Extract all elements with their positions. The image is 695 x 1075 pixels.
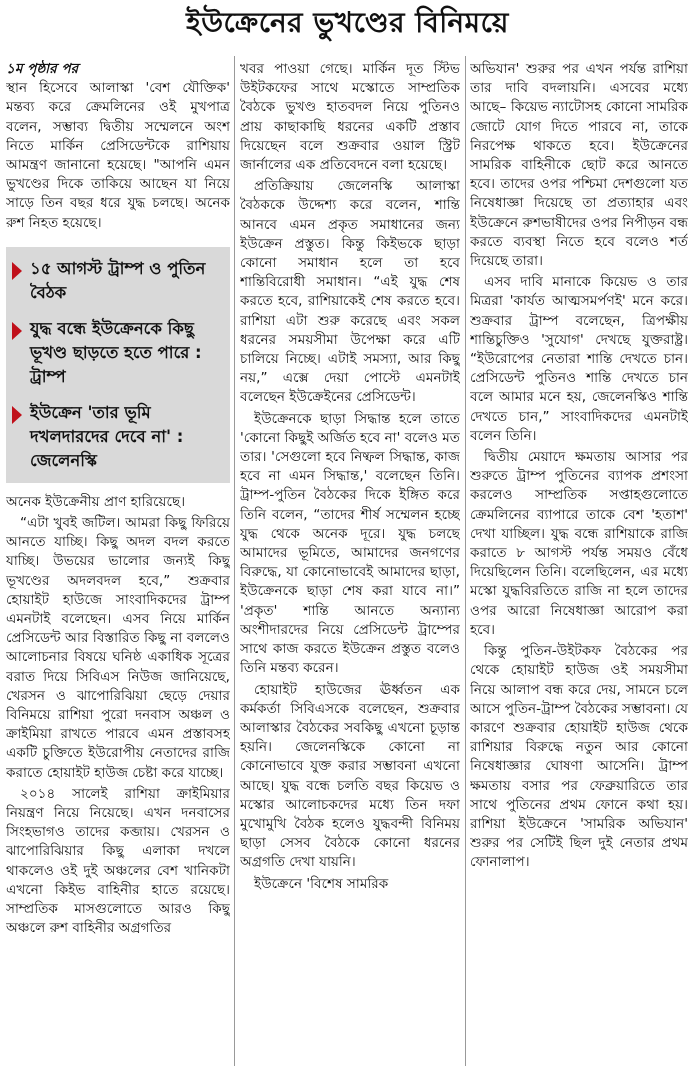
highlights-box [6, 247, 230, 483]
headline: ইউক্রেনের ভুখণ্ডের বিনিময়ে [186, 6, 509, 39]
paragraph: ২০১৪ সালেই রাশিয়া ক্রাইমিয়ার নিয়ন্ত্রণ নিয়ে নিয়েছে। এখন দনবাসের সিংহভাগও তাদের কব্জায়। খেরসন ও ঝাপোরিঝিয়ার কিছু এলাকা দখলে থাকলেও ওই দুই অঞ্চলের বেশ খানিকটা এখনো কিইভ বাহিনীর হাতে রয়েছে। সাম্প্রতিক মাসগুলোতে আরও কিছু অঞ্চলে রুশ বাহিনীর অগ্রগতির [6, 785, 230, 937]
column-divider [465, 56, 466, 1066]
red-triangle-icon [12, 322, 22, 340]
paragraph: প্রতিক্রিয়ায় জেলেনস্কি আলাস্কা বৈঠককে উদ্দেশ্য করে বলেন, শান্তি আনবে এমন প্রকৃত সমাধানের জন্য ইউক্রেন প্রস্তুত। কিন্তু কিইভকে ছাড়া কোনো সমাধান হলে তা হবে শান্তিবিরোধী সমাধান। “এই যুদ্ধ শেষ করতে হবে, রাশিয়াকেই শেষ করতে হবে। রাশিয়া এটা শুরু করেছে এবং সকল ধরনের সময়সীমা উপেক্ষা করে এটি চালিয়ে নিচ্ছে। এটাই সমস্যা, আর কিছু নয়,” এক্সে দেয়া পোস্টে এমনটাই বলেছেন ইউক্রেইনের প্রেসিডেন্ট। [240, 178, 460, 406]
paragraph: “এটা খুবই জটিল। আমরা কিছু ফিরিয়ে আনতে যাচ্ছি। কিছু অদল বদল করতে যাচ্ছি। উভয়ের ভালোর জন্যই কিছু ভূখণ্ডের অদলবদল হবে,” শুক্রবার হোয়াইট হাউজে সাংবাদিকদের ট্রাম্প এমনটাই বলেছেন। এসব নিয়ে মার্কিন প্রেসিডেন্ট আর বিস্তারিত কিছু না বললেও আলোচনার বিষয়ে ঘনিষ্ঠ একাধিক সূত্রের বরাত দিয়ে সিবিএস নিউজ জানিয়েছে, খেরসন ও ঝাপোরিঝিয়া ছেড়ে দেয়ার বিনিময়ে রাশিয়া পুরো দনবাস অঞ্চল ও ক্রাইমিয়া রাখতে পারবে এমন প্রস্তাবসহ একটি চুক্তিতে ইউরোপীয় নেতাদের রাজি করাতে হোয়াইট হাউজ চেষ্টা করে যাচ্ছে। [6, 515, 230, 781]
paragraph: অভিযান' শুরুর পর এখন পর্যন্ত রাশিয়া তার দাবি বদলায়নি। এসবের মধ্যে আছে– কিয়েভ ন্যাটোসহ কোনো সামরিক জোটে যোগ দিতে পারবে না, তাকে নিরপেক্ষ থাকতে হবে। ইউক্রেনের সামরিক বাহিনীকে ছোট করে আনতে হবে। তাদের ওপর পশ্চিমা দেশগুলো যত নিষেধাজ্ঞা দিয়েছে তা প্রত্যাহার এবং ইউক্রেনে রুশভাষীদের ওপর নিপীড়ন বন্ধ করতে ব্যবস্থা নিতে হবে বলেও শর্ত দিয়েছে তারা। [470, 61, 688, 270]
column-divider [234, 56, 235, 1066]
highlight-text: ইউক্রেন 'তার ভূমি দখলদারদের দেবে না' : জেলেনস্কি [30, 402, 184, 470]
paragraph: স্থান হিসেবে আলাস্কা 'বেশ যৌক্তিক' মন্তব্য করে ক্রেমলিনের ওই মুখপাত্র বলেন, সম্ভাব্য দ্বিতীয় সম্মেলনে অংশ নিতে মার্কিন প্রেসিডেন্টকে রাশিয়ায় আমন্ত্রণ জানানো হয়েছে। "আপনি এমন ভুখণ্ডের দিকে তাকিয়ে আছেন যা নিয়ে সাড়ে তিন বছর ধরে যুদ্ধ চলছে। অনেক রুশ নিহত হয়েছে। [6, 80, 230, 231]
column-1 [6, 60, 230, 1070]
highlight-item [12, 257, 222, 305]
paragraph: হোয়াইট হাউজের ঊর্ধ্বতন এক কর্মকর্তা সিবিএসকে বলেছেন, শুক্রবার আলাস্কার বৈঠকের সবকিছু এখনো চূড়ান্ত হয়নি। জেলেনস্কিকে কোনো না কোনোভাবে যুক্ত করার সম্ভাবনা এখনো আছে। যুদ্ধ বন্ধে চলতি বছর কিয়েভ ও মস্কোর আলোচকদের মধ্যে তিন দফা মুখোমুখি বৈঠক হলেও যুদ্ধবন্দী বিনিময় ছাড়া সেসব বৈঠকে কোনো ধরনের অগ্রগতি দেখা যায়নি। [240, 681, 460, 871]
highlight-item [12, 401, 222, 473]
jump-line: ১ম পৃষ্ঠার পর [6, 61, 79, 77]
paragraph: খবর পাওয়া গেছে। মার্কিন দূত স্টিভ উইটকফের সাথে মস্কোতে সাম্প্রতিক বৈঠকে ভুখণ্ড হাতবদল নিয়ে পুতিনও প্রায় কাছাকাছি ধরনের একটি প্রস্তাব দিয়েছেন বলে শুক্রবার ওয়াল স্ট্রিট জার্নালের এক প্রতিবেদনে বলা হয়েছে। [240, 61, 460, 174]
paragraph: অনেক ইউক্রেনীয় প্রাণ হারিয়েছে। [6, 493, 186, 510]
paragraph: ইউক্রেনকে ছাড়া সিদ্ধান্ত হলে তাতে 'কোনো কিছুই অর্জিত হবে না' বলেও মত তার। 'সেগুলো হবে নিষ্ফল সিদ্ধান্ত, কাজ হবে না এমন সিদ্ধান্ত,' বলেছেন তিনি। ট্রাম্প-পুতিন বৈঠকের দিকে ইঙ্গিত করে তিনি বলেন, “তাদের শীর্ষ সম্মেলন হচ্ছে যুদ্ধ থেকে অনেক দূরে। যুদ্ধ চলছে আমাদের ভূমিতে, আমাদের জনগণের বিরুদ্ধে, যা কোনোভাবেই আমাদের ছাড়া, ইউক্রেনকে ছাড়া শেষ করা যাবে না।” 'প্রকৃত' শান্তি আনতে অন্যান্য অংশীদারদের নিয়ে প্রেসিডেন্ট ট্রাম্পের সাথে কাজ করতে ইউক্রেন প্রস্তুত বলেও তিনি মন্তব্য করেন। [240, 410, 460, 677]
column-2 [240, 60, 460, 1070]
red-triangle-icon [12, 262, 22, 280]
column-3 [470, 60, 688, 1070]
highlight-item [12, 317, 222, 389]
continued-text [6, 60, 230, 233]
red-triangle-icon [12, 406, 22, 424]
paragraph: কিন্তু পুতিন-উইটকফ বৈঠকের পর থেকে হোয়াইট হাউজ ওই সময়সীমা নিয়ে আলাপ বন্ধ করে দেয়, সামনে চলে আসে পুতিন-ট্রাম্প বৈঠকের সম্ভাবনা। যে কারণে শুক্রবার হোয়াইট হাউজ থেকে রাশিয়ার বিরুদ্ধে নতুন আর কোনো নিষেধাজ্ঞার ঘোষণা আসেনি। ট্রাম্প ক্ষমতায় বসার পর ফেব্রুয়ারিতে তার সাথে পুতিনের প্রথম ফোনে কথা হয়। রাশিয়া ইউক্রেনে 'সামরিক অভিযান' শুরুর পর সেটিই ছিল দুই নেতার প্রথম ফোনালাপ। [470, 643, 688, 871]
highlight-text: যুদ্ধ বন্ধে ইউক্রেনকে কিছু ভূখণ্ড ছাড়তে হতে পারে : ট্রাম্প [30, 318, 202, 386]
paragraph: দ্বিতীয় মেয়াদে ক্ষমতায় আসার পর শুরুতে ট্রাম্প পুতিনের ব্যাপক প্রশংসা করলেও সাম্প্রতিক সপ্তাহগুলোতে ক্রেমলিনের ব্যাপারে তাকে বেশ 'হতাশ' দেখা যাচ্ছিল। যুদ্ধ বন্ধে রাশিয়াকে রাজি করাতে ৮ আগস্ট পর্যন্ত সময়ও বেঁধে দিয়েছিলেন তিনি। বলেছিলেন, এর মধ্যে মস্কো যুদ্ধবিরতিতে রাজি না হলে তাদের ওপর আরো নিষেধাজ্ঞা আরোপ করা হবে। [470, 449, 688, 638]
paragraph: এসব দাবি মানাকে কিয়েভ ও তার মিত্ররা 'কার্যত আত্মসমর্পণই' মনে করে। শুক্রবার ট্রাম্প বলেছেন, ত্রিপক্ষীয় শান্তিচুক্তিও 'সুযোগ' দেখছে যুক্তরাষ্ট্র। “ইউরোপের নেতারা শান্তি দেখতে চান। প্রেসিডেন্ট পুতিনও শান্তি দেখতে চান বলে আমার মনে হয়, জেলেনস্কিও শান্তি দেখতে চান,” সাংবাদিকদের এমনটাই বলেন তিনি। [470, 274, 688, 444]
highlight-text: ১৫ আগস্ট ট্রাম্প ও পুতিন বৈঠক [30, 258, 206, 302]
paragraph: ইউক্রেনে 'বিশেষ সামরিক [254, 875, 389, 892]
